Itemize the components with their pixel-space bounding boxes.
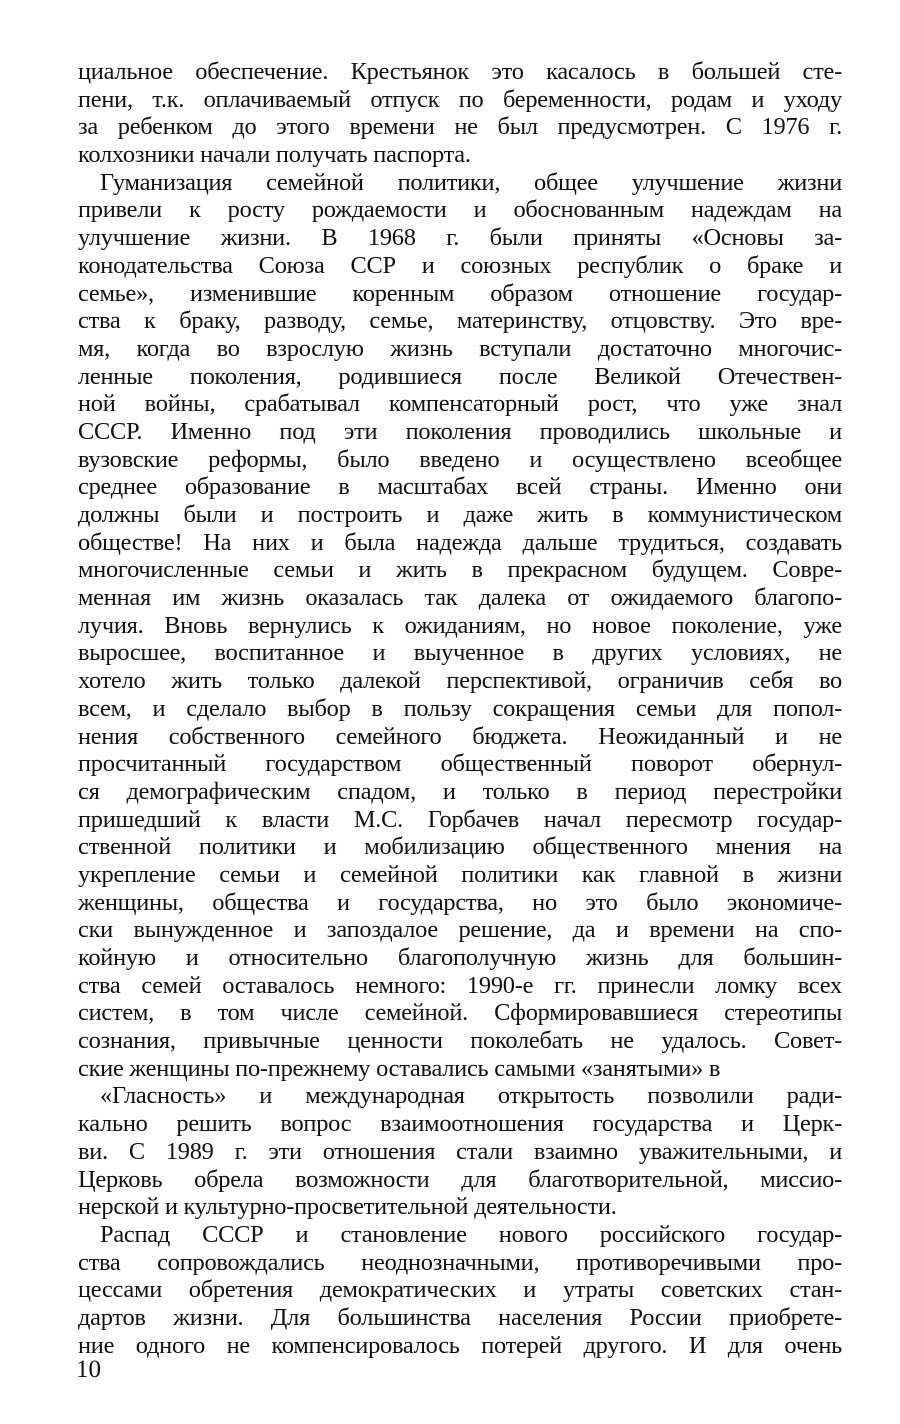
text-line: ственной политики и мобилизацию общественного мнения на [78,833,842,861]
paragraph-2 [78,169,842,1083]
text-line: ленные поколения, родившиеся после Великой Отечествен- [78,362,842,390]
text-line: «Гласность» и международная открытость позволили ради- [100,1082,842,1110]
text-line: ства к браку, разводу, семье, материнству, отцовству. Это вре- [78,307,842,335]
text-line: ние одного не компенсировалось потерей другого. И для очень [78,1331,842,1359]
text-line: Распад СССР и становление нового российского государ- [100,1220,842,1248]
text-line: сознания, привычные ценности поколебать не удалось. Совет- [78,1027,842,1055]
page-body [78,58,842,1359]
text-line: койную и относительно благополучную жизнь для большин- [78,944,842,971]
text-line: циальное обеспечение. Крестьянок это касалось в большей сте- [78,58,842,85]
text-line: дартов жизни. Для большинства населения России приобрете- [78,1303,842,1331]
text-line: мя, когда во взрослую жизнь вступали достаточно многочис- [78,334,842,362]
text-line: выросшее, воспитанное и выученное в других условиях, не [78,639,842,667]
text-line: ства семей оставалось немного: 1990-е гг. принесли ломку всех [78,971,842,999]
text-line: пришедший к власти М.С. Горбачев начал пересмотр государ- [78,805,842,833]
text-line: среднее образование в масштабах всей страны. Именно они [78,473,842,501]
text-line: ства сопровождались неоднозначными, противоречивыми про- [78,1248,842,1276]
text-line: Церковь обрела возможности для благотворительной, миссио- [78,1165,842,1193]
text-line: за ребенком до этого времени не был предусмотрен. С 1976 г. [78,113,842,141]
text-line: ски вынужденное и запоздалое решение, да и времени на спо- [78,916,842,944]
text-line: улучшение жизни. В 1968 г. были приняты «Основы за- [78,224,842,252]
text-line: укрепление семьи и семейной политики как главной в жизни [78,860,842,888]
text-line: нерской и культурно-просветительной деятельности. [78,1193,617,1221]
text-line: всем, и сделало выбор в пользу сокращения семьи для попол- [78,694,842,722]
paragraph-3 [78,1082,842,1220]
text-line: СССР. Именно под эти поколения проводились школьные и [78,417,842,445]
text-line: систем, в том числе семейной. Сформировавшиеся стереотипы [78,999,842,1027]
text-line: многочисленные семьи и жить в прекрасном будущем. Совре- [78,556,842,584]
text-line: ся демографическим спадом, и только в период перестройки [78,777,842,805]
text-line: ские женщины по-прежнему оставались самыми «занятыми» в [78,1054,721,1082]
text-line: просчитанный государством общественный поворот обернул- [78,750,842,778]
text-line: лучия. Вновь вернулись к ожиданиям, но новое поколение, уже [78,611,842,639]
paragraph-1 [78,58,842,169]
text-line: вузовские реформы, было введено и осуществлено всеобщее [78,445,842,473]
text-line: цессами обретения демократических и утраты советских стан- [78,1276,842,1304]
text-line: женщины, общества и государства, но это было экономиче- [78,888,842,916]
text-line: нения собственного семейного бюджета. Неожиданный и не [78,722,842,750]
text-line: хотело жить только далекой перспективой, ограничив себя во [78,667,842,695]
paragraph-4 [78,1221,842,1359]
text-line: менная им жизнь оказалась так далека от ожидаемого благопо- [78,584,842,612]
text-line: семье», изменившие коренным образом отношение государ- [78,279,842,307]
text-line: привели к росту рождаемости и обоснованным надеждам на [78,196,842,224]
text-line: колхозники начали получать паспорта. [78,141,471,169]
text-line: ви. С 1989 г. эти отношения стали взаимно уважительными, и [78,1137,842,1165]
text-line: ной войны, срабатывал компенсаторный рост, что уже знал [78,390,842,418]
text-line: кально решить вопрос взаимоотношения государства и Церк- [78,1110,842,1138]
text-line: пени, т.к. оплачиваемый отпуск по беременности, родам и уходу [78,85,842,113]
page-number: 10 [76,1356,101,1383]
text-line: конодательства Союза ССР и союзных республик о браке и [78,251,842,279]
text-line: Гуманизация семейной политики, общее улучшение жизни [100,168,842,196]
text-line: должны были и построить и даже жить в коммунистическом [78,501,842,528]
text-line: обществе! На них и была надежда дальше трудиться, создавать [78,528,842,556]
